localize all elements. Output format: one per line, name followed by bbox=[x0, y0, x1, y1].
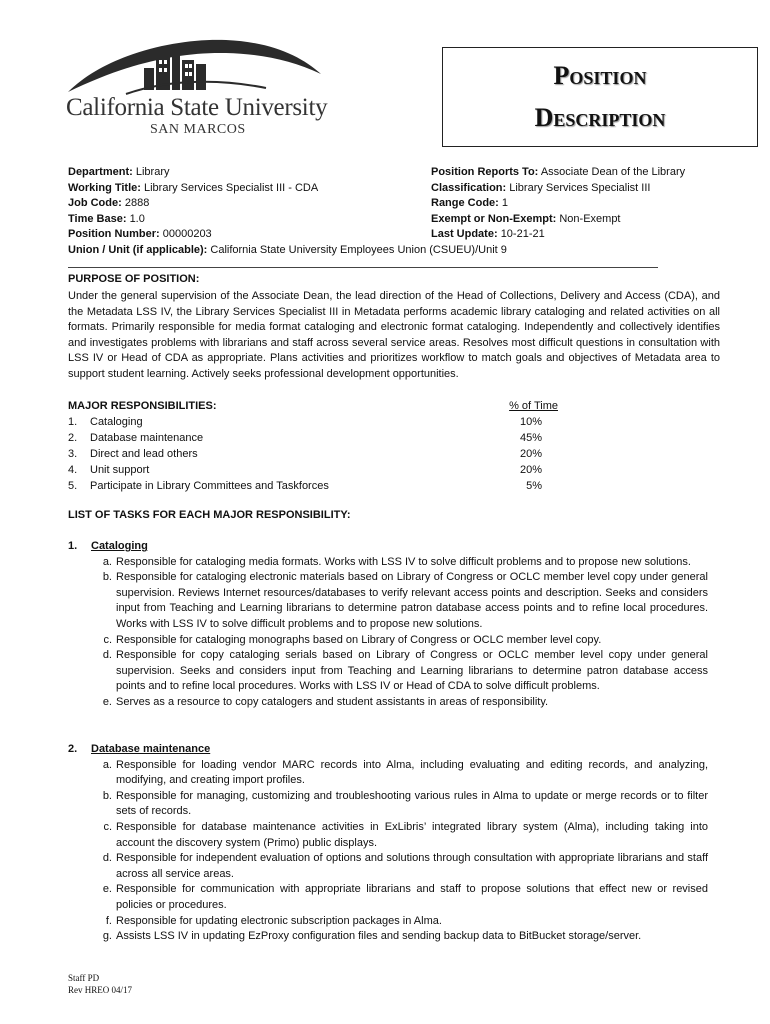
responsibility-label: Participate in Library Committees and Taskforces bbox=[90, 479, 329, 492]
responsibility-label: Unit support bbox=[90, 463, 150, 476]
task-item-text: Responsible for communication with appropriate librarians and staff to propose solutions that effect new or revised policies or procedures. bbox=[116, 883, 708, 911]
task-section-name: Cataloging bbox=[91, 540, 148, 552]
position-number-value: 00000203 bbox=[162, 228, 212, 240]
classification-row bbox=[431, 181, 685, 197]
task-section-name: Database maintenance bbox=[91, 743, 211, 755]
position-info-right bbox=[431, 165, 685, 243]
responsibility-percent: 20% bbox=[519, 463, 542, 476]
task-item bbox=[68, 820, 708, 851]
working-title-value: Library Services Specialist III - CDA bbox=[144, 181, 319, 194]
reports-to-row bbox=[431, 165, 685, 181]
task-section-cataloging bbox=[68, 539, 708, 711]
exempt-row bbox=[431, 212, 685, 228]
responsibility-label: Database maintenance bbox=[90, 431, 204, 444]
responsibility-label: Cataloging bbox=[90, 415, 143, 428]
footer-line-2: Rev HREO 04/17 bbox=[68, 985, 132, 995]
footer bbox=[68, 972, 132, 996]
exempt-value: Non-Exempt bbox=[559, 212, 621, 225]
responsibility-number: 1. bbox=[68, 415, 78, 428]
responsibility-percent: 5% bbox=[526, 479, 542, 492]
responsibility-number: 5. bbox=[68, 479, 78, 492]
responsibilities-header bbox=[68, 399, 568, 415]
task-item bbox=[68, 929, 708, 945]
task-item bbox=[68, 555, 708, 571]
campus-skyline-icon bbox=[66, 34, 326, 96]
time-base-label: Time Base: bbox=[68, 212, 127, 225]
range-code-label: Range Code: bbox=[431, 197, 499, 209]
task-item-text: Responsible for database maintenance activities in ExLibris’ integrated library system (Alma), including taking into account the discovery system (Primo) public displays. bbox=[116, 820, 708, 849]
responsibility-number: 2. bbox=[68, 431, 78, 444]
task-item bbox=[68, 914, 708, 930]
task-item-letter: a. bbox=[102, 758, 112, 771]
range-code-value: 1 bbox=[501, 197, 509, 209]
job-code-value: 2888 bbox=[124, 197, 150, 209]
last-update-value: 10-21-21 bbox=[500, 228, 545, 240]
task-section-title bbox=[68, 742, 708, 758]
logo-university-name: California State University bbox=[66, 94, 328, 121]
working-title-label: Working Title: bbox=[68, 181, 141, 194]
task-item-letter: d. bbox=[102, 852, 112, 865]
exempt-label: Exempt or Non-Exempt: bbox=[431, 212, 557, 225]
task-item bbox=[68, 851, 708, 882]
task-item-text: Responsible for independent evaluation of options and solutions through consultation with appropriate librarians and staff across all service areas. bbox=[116, 852, 708, 880]
range-code-row bbox=[431, 196, 685, 212]
task-item-text: Responsible for updating electronic subscription packages in Alma. bbox=[116, 914, 442, 927]
position-number-label: Position Number: bbox=[68, 228, 160, 240]
task-item-text: Responsible for loading vendor MARC records into Alma, including evaluating and editing records, and analyzing, modifying, and creating import profiles. bbox=[116, 758, 708, 787]
task-item-text: Responsible for cataloging electronic materials based on Library of Congress or OCLC member level copy under general supervision. Reviews Internet resources/databases to verify relevant access points and description. Seeks and considers input from Teaching and Learning librarians to determine patron database access points and to refine local procedures. Works with LSS IV to solve difficult problems and to propose new solutions. bbox=[116, 571, 708, 630]
department-label: Department: bbox=[68, 166, 133, 178]
task-item-text: Responsible for cataloging media formats. Works with LSS IV to solve difficult problems and to propose new solutions. bbox=[116, 555, 691, 568]
union-value: California State University Employees Union (CSUEU)/Unit 9 bbox=[210, 243, 507, 256]
task-item-letter: b. bbox=[102, 789, 112, 802]
task-item-letter: d. bbox=[102, 649, 112, 662]
classification-value: Library Services Specialist III bbox=[509, 181, 651, 194]
task-item bbox=[68, 882, 708, 913]
responsibility-item bbox=[68, 431, 568, 447]
responsibility-label: Direct and lead others bbox=[90, 447, 198, 460]
task-item bbox=[68, 570, 708, 632]
task-item-letter: a. bbox=[102, 555, 112, 568]
responsibility-item bbox=[68, 479, 568, 495]
pct-time-heading: % of Time bbox=[509, 400, 558, 412]
title-line-1: Position bbox=[553, 61, 647, 90]
reports-to-label: Position Reports To: bbox=[431, 166, 539, 178]
purpose-text: Under the general supervision of the Associate Dean, the lead direction of the Head of Collections, Delivery and Access (CDA), and the Metadata LSS IV, the Library Services Specialist III in Metadata performs academic library cataloging and related activities on all formats. Primarily responsible for media format cataloging and electronic format cataloging. Independently and collectively identifies and investigates problems with librarians and staff across several service areas. Resolves most difficult questions in consultation with LSS IV or Head of CDA as appropriate. Plans activities and prioritizes workflow to match goals and objectives of Metadata area to support student learning. Actively seeks professional development opportunities. bbox=[68, 290, 720, 380]
csusm-logo bbox=[66, 34, 326, 138]
major-responsibilities bbox=[68, 399, 568, 494]
purpose-heading: PURPOSE OF POSITION: bbox=[68, 273, 200, 285]
department-value: Library bbox=[135, 166, 170, 178]
responsibility-percent: 45% bbox=[519, 431, 542, 444]
document-title-box bbox=[442, 47, 758, 147]
responsibilities-heading: MAJOR RESPONSIBILITIES: bbox=[68, 400, 217, 412]
footer-line-1: Staff PD bbox=[68, 973, 100, 983]
task-item-text: Responsible for managing, customizing and troubleshooting various rules in Alma to update or merge records or to filter sets of records. bbox=[116, 789, 708, 818]
logo-campus-name: SAN MARCOS bbox=[150, 122, 246, 137]
task-item-letter: b. bbox=[102, 571, 112, 584]
job-code-label: Job Code: bbox=[68, 197, 122, 209]
last-update-label: Last Update: bbox=[431, 228, 498, 240]
task-section-number: 1. bbox=[68, 540, 78, 552]
responsibilities-list bbox=[68, 415, 568, 495]
responsibility-percent: 10% bbox=[519, 415, 542, 428]
responsibility-item bbox=[68, 463, 568, 479]
responsibility-item bbox=[68, 447, 568, 463]
responsibility-number: 4. bbox=[68, 463, 78, 476]
task-item-text: Serves as a resource to copy catalogers and student assistants in areas of responsibility. bbox=[116, 695, 549, 708]
union-row bbox=[68, 243, 507, 259]
task-item-text: Responsible for copy cataloging serials based on Library of Congress or OCLC member level copy under general supervision. Seeks and considers input from Teaching and Learning librarians to determine patron database access points and to refine local procedures. Works with LSS IV or Head of CDA to solve difficult problems. bbox=[116, 649, 708, 693]
task-section-number: 2. bbox=[68, 743, 78, 755]
responsibility-item bbox=[68, 415, 568, 431]
section-divider bbox=[68, 267, 658, 268]
task-section-database-maintenance bbox=[68, 742, 708, 945]
task-item bbox=[68, 648, 708, 695]
task-item-text: Assists LSS IV in updating EzProxy configuration files and sending backup data to BitBucket storage/server. bbox=[116, 930, 642, 943]
task-item-letter: e. bbox=[102, 883, 112, 896]
task-item-letter: f. bbox=[105, 914, 112, 927]
union-label: Union / Unit (if applicable): bbox=[68, 243, 208, 256]
responsibility-number: 3. bbox=[68, 447, 78, 460]
classification-label: Classification: bbox=[431, 181, 507, 194]
responsibility-percent: 20% bbox=[519, 447, 542, 460]
title-line-2: Description bbox=[534, 103, 666, 132]
task-item-letter: c. bbox=[103, 633, 112, 646]
task-item-text: Responsible for cataloging monographs based on Library of Congress or OCLC member level copy. bbox=[116, 633, 602, 646]
reports-to-value: Associate Dean of the Library bbox=[540, 166, 686, 178]
task-item bbox=[68, 695, 708, 711]
tasks-heading: LIST OF TASKS FOR EACH MAJOR RESPONSIBILITY: bbox=[68, 509, 351, 521]
task-item bbox=[68, 789, 708, 820]
task-section-title bbox=[68, 539, 708, 555]
time-base-value: 1.0 bbox=[129, 212, 145, 225]
task-item-letter: c. bbox=[103, 820, 112, 833]
last-update-row bbox=[431, 227, 685, 243]
task-item-letter: e. bbox=[102, 695, 112, 708]
task-item bbox=[68, 758, 708, 789]
task-item-letter: g. bbox=[102, 930, 112, 943]
task-item bbox=[68, 633, 708, 649]
